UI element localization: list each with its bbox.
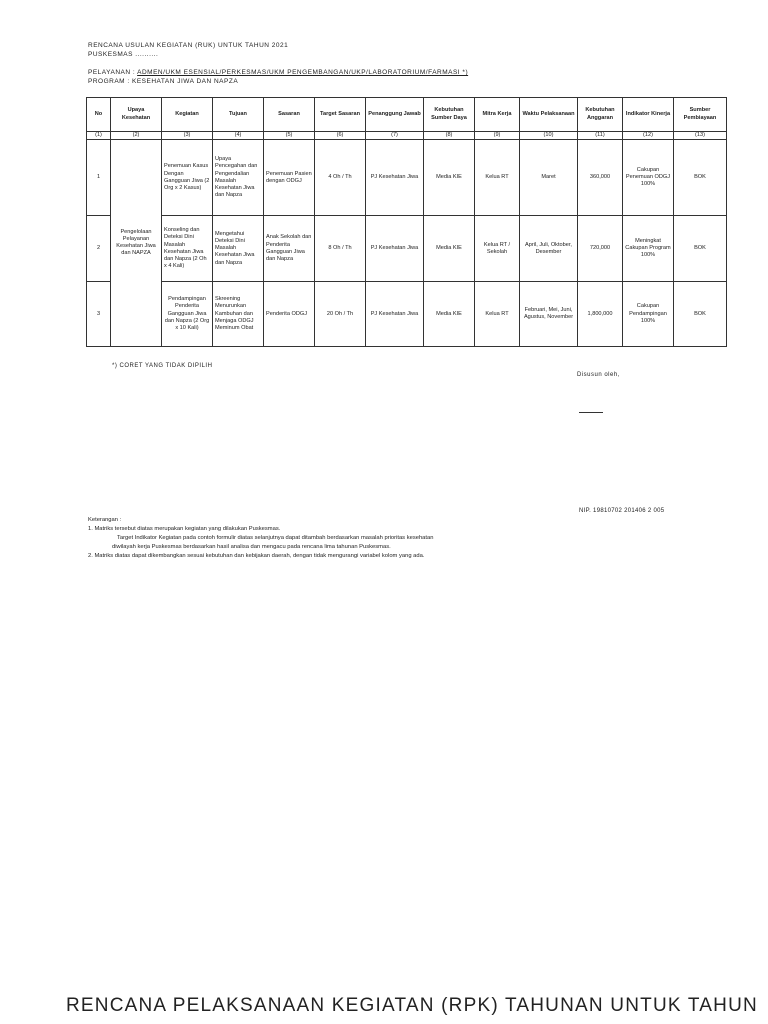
column-number: (4) (213, 132, 264, 140)
penanggung-jawab-cell: PJ Kesehatan Jiwa (366, 140, 424, 216)
column-number: (2) (111, 132, 162, 140)
penanggung-jawab-cell: PJ Kesehatan Jiwa (366, 216, 424, 282)
table-row (87, 216, 727, 282)
mitra-cell: Kelua RT (475, 282, 520, 347)
sumber-daya-cell: Media KIE (424, 140, 475, 216)
waktu-cell: Februari, Mei, Juni, Agustus, November (520, 282, 578, 347)
anggaran-cell: 360,000 (578, 140, 623, 216)
waktu-cell: Maret (520, 140, 578, 216)
target-cell: 4 Oh / Th (315, 140, 366, 216)
column-number: (11) (578, 132, 623, 140)
waktu-cell: April, Juli, Oktober, Desember (520, 216, 578, 282)
column-number: (12) (623, 132, 674, 140)
header-cell: No (87, 98, 111, 132)
column-number: (5) (264, 132, 315, 140)
column-number: (7) (366, 132, 424, 140)
anggaran-cell: 1,800,000 (578, 282, 623, 347)
ruk-table (86, 97, 727, 347)
indikator-cell: Cakupan Penemuan ODGJ 100% (623, 140, 674, 216)
next-page-title: RENCANA PELAKSANAAN KEGIATAN (RPK) TAHUNAN UNTUK TAHUN (66, 995, 758, 1016)
sasaran-cell: Anak Sekolah dan Penderita Gangguan Jiwa dan Napza (264, 216, 315, 282)
mitra-cell: Kelua RT (475, 140, 520, 216)
pelayanan-line (88, 68, 468, 77)
sumber-daya-cell: Media KIE (424, 216, 475, 282)
row-number: 3 (87, 282, 111, 347)
row-number: 2 (87, 216, 111, 282)
target-cell: 8 Oh / Th (315, 216, 366, 282)
column-number: (13) (674, 132, 727, 140)
header-cell: Kebutuhan Sumber Daya (424, 98, 475, 132)
tujuan-cell: Skreening Menurunkan Kambuhan dan Menjaga ODGJ Meminum Obat (213, 282, 264, 347)
header-cell: Tujuan (213, 98, 264, 132)
tujuan-cell: Mengetahui Deteksi Dini Masalah Kesehatan Jiwa dan Napza (213, 216, 264, 282)
tujuan-cell: Upaya Pencegahan dan Pengendalian Masalah Kesehatan Jiwa dan Napza (213, 140, 264, 216)
indikator-cell: Cakupan Pendampingan 100% (623, 282, 674, 347)
header-cell: Kebutuhan Anggaran (578, 98, 623, 132)
pembiayaan-cell: BOK (674, 216, 727, 282)
header-cell: Kegiatan (162, 98, 213, 132)
column-number: (8) (424, 132, 475, 140)
disusun-oleh-label: Disusun oleh, (577, 372, 620, 378)
footnote-coret: *) CORET YANG TIDAK DIPILIH (112, 363, 213, 369)
column-number-row (87, 132, 727, 140)
header-cell: Waktu Pelaksanaan (520, 98, 578, 132)
program-line: PROGRAM : KESEHATAN JIWA DAN NAPZA (88, 78, 239, 85)
table-row (87, 140, 727, 216)
table-row (87, 282, 727, 347)
keterangan-item-1a: Target Indikator Kegiatan pada contoh formulir diatas selanjutnya dapat ditambah berdasarkan masalah prioritas kesehatan (117, 535, 434, 541)
signature-line (579, 412, 603, 413)
column-number: (1) (87, 132, 111, 140)
pelayanan-value: ADMEN/UKM ESENSIAL/PERKESMAS/UKM PENGEMBANGAN/UKP/LABORATORIUM/FARMASI *) (137, 69, 469, 76)
keterangan-title: Keterangan : (88, 517, 122, 523)
header-cell: Upaya Kesehatan (111, 98, 162, 132)
header-cell: Penanggung Jawab (366, 98, 424, 132)
kegiatan-cell: Konseling dan Deteksi Dini Masalah Kesehatan Jiwa dan Napza (2 Oh x 4 Kali) (162, 216, 213, 282)
sasaran-cell: Penderita ODGJ (264, 282, 315, 347)
keterangan-item-1b: diwilayah kerja Puskesmas berdasarkan hasil analisa dan mengacu pada rencana lima tahunan Puskesmas. (112, 544, 391, 550)
sumber-daya-cell: Media KIE (424, 282, 475, 347)
table-header-row (87, 98, 727, 132)
anggaran-cell: 720,000 (578, 216, 623, 282)
header-cell: Sasaran (264, 98, 315, 132)
pembiayaan-cell: BOK (674, 140, 727, 216)
pembiayaan-cell: BOK (674, 282, 727, 347)
header-cell: Mitra Kerja (475, 98, 520, 132)
pelayanan-label: PELAYANAN : (88, 69, 138, 76)
column-number: (6) (315, 132, 366, 140)
upaya-kesehatan-cell: Pengelolaan Pelayanan Kesehatan Jiwa dan NAPZA (111, 140, 162, 347)
keterangan-item-1: 1. Matriks tersebut diatas merupakan kegiatan yang dilakukan Puskesmas. (88, 526, 281, 532)
keterangan-item-2: 2. Matriks diatas dapat dikembangkan sesuai kebutuhan dan kebijakan daerah, dengan tidak mengurangi variabel kolom yang ada. (88, 553, 425, 559)
header-cell: Indikator Kinerja (623, 98, 674, 132)
document-title: RENCANA USULAN KEGIATAN (RUK) UNTUK TAHUN 2021 (88, 42, 289, 49)
column-number: (3) (162, 132, 213, 140)
header-cell: Target Sasaran (315, 98, 366, 132)
column-number: (10) (520, 132, 578, 140)
puskesmas-label: PUSKESMAS .......... (88, 51, 159, 58)
row-number: 1 (87, 140, 111, 216)
nip-label: NIP. 19810702 201406 2 005 (579, 508, 665, 514)
sasaran-cell: Penemuan Pasien dengan ODGJ (264, 140, 315, 216)
kegiatan-cell: Pendampingan Penderita Gangguan Jiwa dan Napza (2 Org x 10 Kali) (162, 282, 213, 347)
mitra-cell: Kelua RT / Sekolah (475, 216, 520, 282)
penanggung-jawab-cell: PJ Kesehatan Jiwa (366, 282, 424, 347)
target-cell: 20 Oh / Th (315, 282, 366, 347)
column-number: (9) (475, 132, 520, 140)
header-cell: Sumber Pembiayaan (674, 98, 727, 132)
kegiatan-cell: Penemuan Kasus Dengan Gangguan Jiwa (2 Org x 2 Kasus) (162, 140, 213, 216)
indikator-cell: Meningkat Cakupan Program 100% (623, 216, 674, 282)
